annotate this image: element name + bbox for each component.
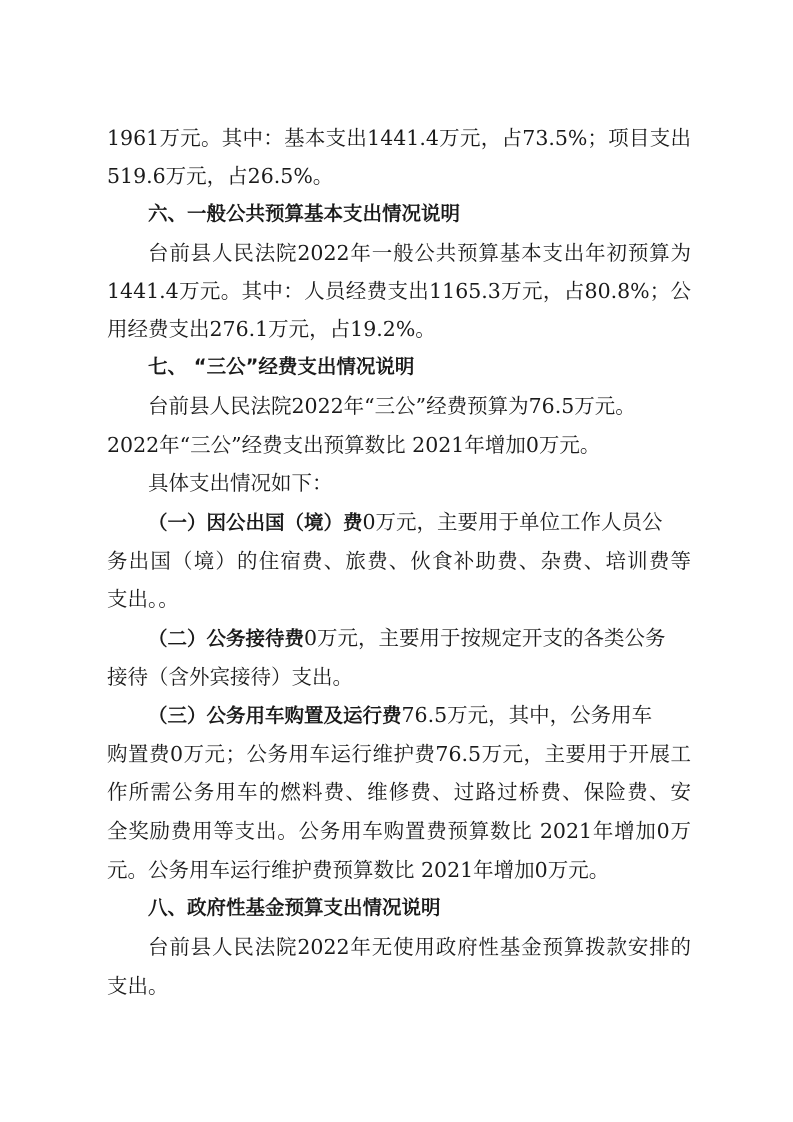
- paragraph-line: 519.6万元，占26.5%。: [107, 164, 334, 188]
- section-heading-8: 八、政府性基金预算支出情况说明: [148, 896, 441, 919]
- paragraph-line: 务出国（境）的住宿费、旅费、伙食补助费、杂费、培训费等: [107, 549, 691, 573]
- paragraph-line: 台前县人民法院2022年“三公”经费预算为76.5万元。: [148, 394, 636, 418]
- paragraph-line: 具体支出情况如下：: [148, 471, 333, 495]
- paragraph-line: 用经费支出276.1万元，占19.2%。: [107, 317, 436, 341]
- subsection-text: 76.5万元，其中，公务用车: [401, 703, 653, 727]
- paragraph-line: 元。公务用车运行维护费预算数比 2021年增加0万元。: [107, 858, 610, 882]
- subsection-title-3: （三）公务用车购置及运行费: [148, 704, 402, 727]
- subsection-text: 0万元，主要用于单位工作人员公: [362, 510, 663, 534]
- subsection-line: [148, 623, 691, 653]
- paragraph-line: 2022年“三公”经费支出预算数比 2021年增加0万元。: [107, 433, 601, 457]
- paragraph-line: 接待（含外宾接待）支出。: [107, 665, 353, 689]
- subsection-line: [148, 507, 691, 537]
- subsection-title-2: （二）公务接待费: [148, 627, 305, 650]
- paragraph-line: 支出。: [107, 974, 169, 998]
- paragraph-line: 1441.4万元。其中：人员经费支出1165.3万元，占80.8%；公: [107, 279, 691, 303]
- subsection-text: 0万元，主要用于按规定开支的各类公务: [304, 626, 666, 650]
- paragraph-line: 购置费0万元；公务用车运行维护费76.5万元，主要用于开展工: [107, 742, 691, 766]
- paragraph-line: 台前县人民法院2022年一般公共预算基本支出年初预算为: [148, 241, 691, 265]
- section-heading-7: 七、 “三公”经费支出情况说明: [148, 355, 415, 378]
- subsection-title-1: （一）因公出国（境）费: [148, 511, 363, 534]
- section-heading-6: 六、一般公共预算基本支出情况说明: [148, 202, 461, 225]
- paragraph-line: 全奖励费用等支出。公务用车购置费预算数比 2021年增加0万: [107, 819, 691, 843]
- paragraph-line: 台前县人民法院2022年无使用政府性基金预算拨款安排的: [148, 935, 691, 959]
- paragraph-line: 1961万元。其中：基本支出1441.4万元，占73.5%；项目支出: [107, 126, 691, 150]
- paragraph-line: 作所需公务用车的燃料费、维修费、过路过桥费、保险费、安: [107, 780, 691, 804]
- paragraph-line: 支出。。: [107, 587, 179, 611]
- subsection-line: [148, 700, 691, 730]
